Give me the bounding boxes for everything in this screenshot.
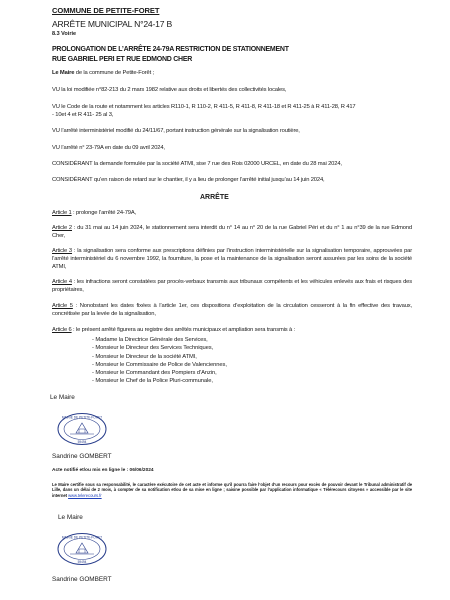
article-3-label: Article 3 [52, 248, 73, 254]
svg-text:59494: 59494 [77, 440, 87, 444]
mairie-seal-stamp [56, 412, 108, 446]
article-3 [52, 247, 412, 272]
svg-text:MAIRIE DE PETITE-FORET: MAIRIE DE PETITE-FORET [61, 535, 103, 540]
vu-4: VU l’arrêté n° 23-79A en date du 09 avril 2024, [52, 145, 165, 151]
considerant-2: CONSIDÉRANT qu’en raison de retard sur le chantier, il y a lieu de prolonger l’arrêté initial jusqu’au 14 juin 2024, [52, 177, 325, 183]
vu-3: VU l’arrêté interministériel modifié du 24/11/67, portant instruction générale sur la signalisation routière, [52, 128, 300, 134]
article-5-label: Article 5 [52, 303, 73, 309]
arrete-number: ARRÊTE MUNICIPAL N°24-17 B [52, 19, 173, 29]
article-6-text: : le présent arrêté figurera au registre des arrêtés municipaux et ampliation sera transmis à : [71, 327, 295, 333]
article-4-text: : les infractions seront constatées par procès-verbaux transmis aux tribunaux compétents et les véhicules enlevés aux frais et risques des propriétaires, [52, 279, 412, 294]
list-item: - Monsieur le Directeur des Services Techniques, [92, 345, 214, 352]
legal-notice-text: Le Maire certifie sous sa responsabilité, le caractère exécutoire de cet acte et informe qu’il pourra faire l’objet d’un recours pour excès de pouvoir devant le Tribunal administratif de Lille, dans un délai de 2 mois, à compter de sa notification et/ou de sa mise en ligne ; saisine possible par l’application informatique « Télérecours citoyens » accessible par le site internet [52, 482, 412, 498]
article-5-text: : Nonobstant les dates fixées à l’article 1er, ces dispositions d’exploitation de la circulation cesseront à la fin effective des travaux, concrétisée par la levée de la signalisation, [52, 303, 412, 318]
article-4 [52, 278, 412, 294]
document-title [52, 45, 412, 64]
maire-rest: de la commune de Petite-Forêt ; [74, 70, 154, 76]
preamble-maire [52, 70, 412, 78]
mairie-seal-stamp-2 [56, 532, 108, 566]
list-item: - Madame la Directrice Générale des Services, [92, 337, 208, 343]
list-item: - Monsieur le Chef de la Police Pluri-communale, [92, 378, 213, 385]
signature-name: Sandrine GOMBERT [52, 453, 112, 460]
article-3-text: : la signalisation sera conforme aux prescriptions définies par l’instruction interministérielle sur la signalisation temporaire, approuvées par l’arrêté interministériel du 6 novembre 1992, la fourniture, la pose et la maintenance de la signalisation seront assurées par les soins de la société ATMI, [52, 248, 413, 271]
legal-notice [52, 482, 412, 498]
arrete-heading: ARRÊTE [200, 194, 229, 201]
list-item: - Monsieur le Commissaire de Police de Valenciennes, [92, 361, 227, 368]
svg-text:59494: 59494 [77, 560, 87, 564]
telerecours-link[interactable]: www.telerecours.fr [68, 492, 102, 498]
signature-title: Le Maire [50, 394, 75, 401]
vu-2a: VU le Code de la route et notamment les articles R110-1, R 110-2, R 411-5, R 411-8, R 411-18 et R 411-25 à R 411-28, R 417 [52, 104, 356, 110]
list-item: - Monsieur le Commandant des Pompiers d’Anzin, [92, 370, 217, 377]
maire-label: Le Maire [52, 70, 75, 76]
rubrique-label: 8.3 Voirie [52, 31, 77, 37]
article-2-text: : du 31 mai au 14 juin 2024, le stationnement sera interdit du n° 14 au n° 20 de la rue Gabriel Péri et du n° 1 au n°39 de la rue Edmond Cher, [52, 225, 412, 240]
svg-text:MAIRIE DE PETITE-FORET: MAIRIE DE PETITE-FORET [61, 415, 103, 420]
article-1-text: : prolonge l’arrêté 24-79A, [71, 210, 137, 216]
title-line-1: PROLONGATION DE L’ARRÊTE 24-79A RESTRICTION DE STATIONNEMENT [52, 46, 289, 53]
online-date: Acte notifié et/ou mis en ligne le : 06/06/2024 [52, 468, 154, 473]
article-4-label: Article 4 [52, 279, 72, 285]
article-6-label: Article 6 [52, 327, 72, 333]
signature-title-2: Le Maire [58, 514, 83, 521]
article-1 [52, 209, 412, 217]
title-line-2: RUE GABRIEL PERI ET RUE EDMOND CHER [52, 55, 193, 63]
signature-name-2: Sandrine GOMBERT [52, 576, 112, 583]
vu-2b: - 10et 4 et R 411- 25 al 3, [52, 112, 114, 118]
recipient-list [92, 336, 227, 386]
vu-1: VU la loi modifiée n°82-213 du 2 mars 1982 relative aux droits et libertés des collectivités locales, [52, 87, 287, 93]
article-6 [52, 326, 412, 334]
article-1-label: Article 1 [52, 210, 72, 216]
article-2-label: Article 2 [52, 225, 72, 231]
commune-name: COMMUNE DE PETITE-FORET [52, 6, 160, 15]
considerant-1: CONSIDÉRANT la demande formulée par la société ATMI, sise 7 rue des Rois 02000 URCEL, en date du 28 mai 2024, [52, 161, 342, 167]
list-item: - Monsieur le Directeur de la société ATMI, [92, 353, 197, 360]
article-2 [52, 224, 412, 240]
article-5 [52, 302, 412, 318]
